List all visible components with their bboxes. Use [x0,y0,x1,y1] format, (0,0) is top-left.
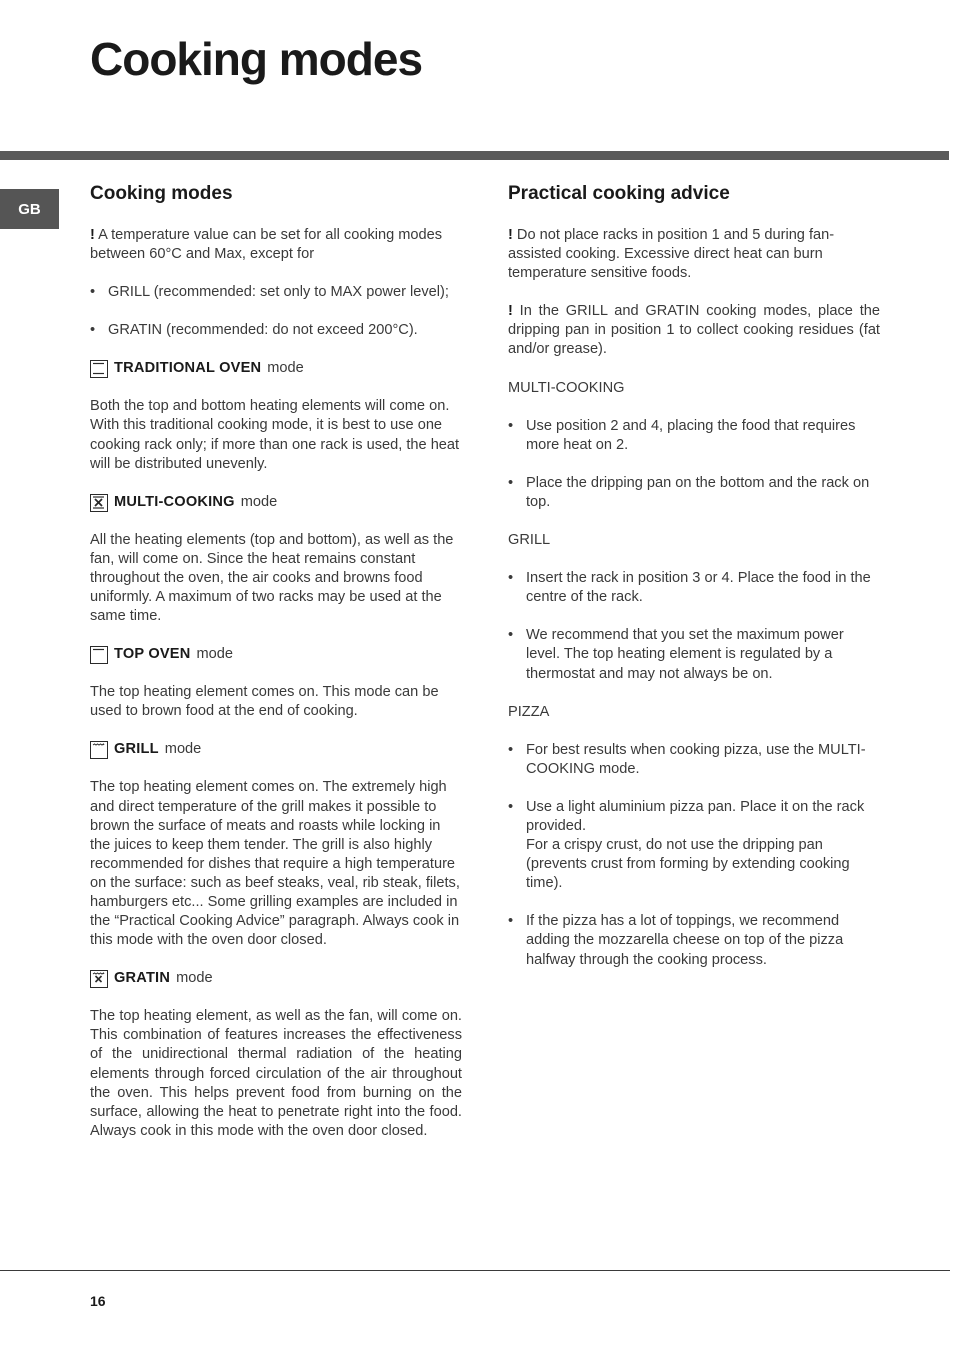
exceptions-list [90,283,462,340]
warning-paragraph [508,226,880,283]
list-item-text: Use a light aluminium pizza pan. Place it on the rack provided. [526,798,865,834]
mode-description: The top heating element comes on. This mode can be used to brown food at the end of cooking. [90,684,439,720]
mode-suffix: mode [164,741,202,758]
mode-heading [90,493,462,512]
top-oven-icon [90,646,108,664]
list-item: • Place the dripping pan on the bottom and the rack on top. [508,474,880,512]
mode-suffix: mode [196,646,234,663]
warning-mark: ! [90,227,95,243]
page-number: 16 [90,1293,106,1309]
advice-list [508,741,880,970]
subsection-label: MULTI-COOKING [508,379,625,396]
mode-suffix: mode [240,493,278,510]
multi-cooking-icon [90,494,108,512]
warning-paragraph [508,302,880,359]
mode-suffix: mode [267,360,304,377]
section-heading: Practical cooking advice [508,183,730,204]
list-item: • GRILL (recommended: set only to MAX power level); [90,283,462,302]
advice-list [508,569,880,683]
mode-name: TOP OVEN [114,646,191,663]
advice-list [508,417,880,512]
page-title: Cooking modes [90,33,423,85]
intro-paragraph [90,226,462,264]
footer-rule [0,1270,950,1271]
list-item [508,798,880,893]
traditional-oven-icon [90,360,108,378]
subsection-label: GRILL [508,532,551,549]
warning-mark: ! [508,227,513,243]
gratin-icon [90,970,108,988]
list-item-note: For a crispy crust, do not use the dripping pan (prevents crust from forming by extending cooking time). [526,837,850,892]
mode-name: TRADITIONAL OVEN [114,360,262,377]
mode-name: GRATIN [114,970,171,987]
mode-heading [90,740,462,759]
mode-heading [90,645,462,664]
list-item: • We recommend that you set the maximum power level. The top heating element is regulated by a thermostat and may not always be on. [508,626,880,683]
list-item: • Use position 2 and 4, placing the food that requires more heat on 2. [508,417,880,455]
language-tab: GB [0,189,59,229]
warning-text: In the GRILL and GRATIN cooking modes, place the dripping pan in position 1 to collect cooking residues (fat and/or grease). [508,303,880,358]
intro-text: A temperature value can be set for all cooking modes between 60°C and Max, except for [90,227,443,263]
grill-icon [90,741,108,759]
mode-heading [90,969,462,988]
section-heading: Cooking modes [90,183,233,204]
list-item: • Insert the rack in position 3 or 4. Place the food in the centre of the rack. [508,569,880,607]
mode-name: MULTI-COOKING [114,493,235,510]
warning-text: Do not place racks in position 1 and 5 during fan-assisted cooking. Excessive direct heat can burn temperature sensitive foods. [508,227,835,282]
mode-description: The top heating element comes on. The extremely high and direct temperature of the grill makes it possible to brown the surface of meats and roasts while locking in the juices to keep them tender. The grill is also highly recommended for dishes that require a high temperature on the surface: such as beef steaks, veal, rib steak, filets, hamburgers etc... Some grilling examples are included in the “Practical Cooking Advice” paragraph. Always cook in this mode with the oven door closed. [90,779,460,949]
mode-suffix: mode [176,970,213,987]
list-item: • If the pizza has a lot of toppings, we recommend adding the mozzarella cheese on top of the pizza halfway through the cooking process. [508,912,880,969]
mode-description: Both the top and bottom heating elements will come on. With this traditional cooking mode, it is best to use one cooking rack only; if more than one rack is used, the heat will be distributed unevenly. [90,398,460,472]
header-bar [0,151,949,160]
list-item: • GRATIN (recommended: do not exceed 200°C). [90,321,462,340]
mode-description: The top heating element, as well as the fan, will come on. This combination of features increases the effectiveness of the unidirectional thermal radiation of the heating elements through forced circulation of the air throughout the oven. This helps prevent food from burning on the surface, allowing the heat to penetrate right into the food. Always cook in this mode with the oven door closed. [90,1008,462,1139]
practical-advice-column [508,180,880,989]
subsection-label: PIZZA [508,703,550,720]
warning-mark: ! [508,303,513,320]
mode-heading [90,359,462,378]
mode-description: All the heating elements (top and bottom), as well as the fan, will come on. Since the heat remains constant throughout the oven, the air cooks and browns food uniformly. A maximum of two racks may be used at the same time. [90,531,454,625]
cooking-modes-column [90,180,462,1160]
list-item: • For best results when cooking pizza, use the MULTI-COOKING mode. [508,741,880,779]
mode-name: GRILL [114,741,159,758]
